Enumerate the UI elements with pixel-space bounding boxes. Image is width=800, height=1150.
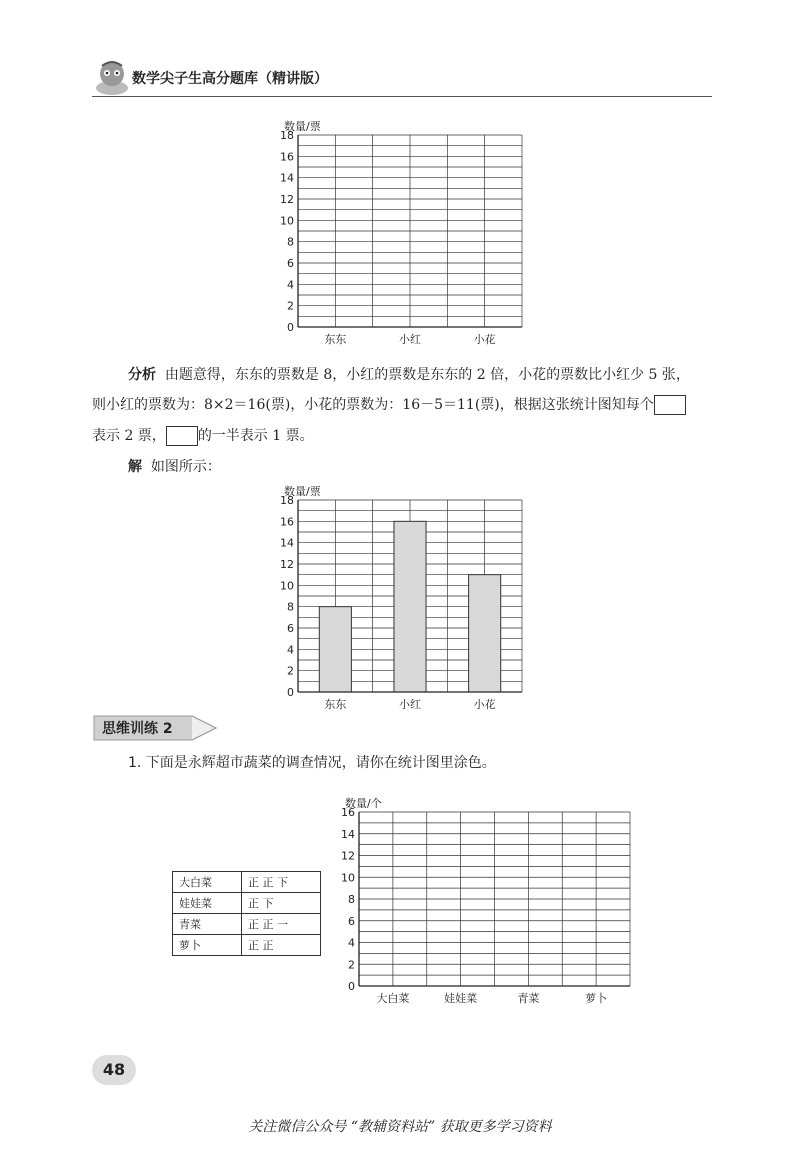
- survey-vegetable: 青菜: [173, 914, 242, 935]
- y-tick-label: 0: [287, 686, 294, 699]
- section-title: 思维训练 2: [102, 721, 173, 737]
- y-tick-label: 18: [280, 129, 294, 142]
- x-tick-label: 大白菜: [376, 992, 410, 1005]
- survey-vegetable: 娃娃菜: [173, 893, 242, 914]
- section-tag: [92, 714, 220, 742]
- header-divider: [92, 96, 712, 97]
- bar-小红: [394, 521, 426, 692]
- survey-row: [173, 914, 321, 935]
- y-tick-label: 2: [348, 958, 355, 972]
- survey-row: [173, 935, 321, 956]
- survey-table: [172, 871, 321, 956]
- bar-小花: [469, 575, 501, 692]
- solution-text: 如图所示：: [150, 459, 221, 475]
- grid-cell-blank: [166, 426, 198, 446]
- y-tick-label: 2: [287, 299, 294, 313]
- y-tick-label: 14: [280, 171, 294, 185]
- survey-row: [173, 872, 321, 893]
- solution-line: [128, 456, 221, 478]
- survey-tally: 正 正 一: [242, 914, 321, 935]
- grid-cell-blank: [654, 395, 686, 415]
- vote-chart-empty: [276, 115, 531, 350]
- x-tick-label: 小花: [473, 333, 496, 346]
- analysis-text-1: 由题意得，东东的票数是 8，小红的票数是东东的 2 倍，小花的票数比小红少 5 张，: [164, 367, 690, 383]
- y-tick-label: 10: [280, 214, 294, 228]
- vegetable-chart-empty: [328, 790, 638, 1010]
- x-tick-label: 东东: [324, 698, 347, 711]
- question-1: 1. 下面是永辉超市蔬菜的调查情况，请你在统计图里涂色。: [128, 755, 496, 771]
- footer-note: 关注微信公众号 “教辅资料站” 获取更多学习资料: [248, 1119, 552, 1135]
- y-tick-label: 12: [280, 558, 294, 571]
- y-tick-label: 18: [280, 494, 294, 507]
- analysis-line-1: [128, 364, 690, 386]
- book-title: 数学尖子生高分题库（精讲版）: [132, 71, 328, 87]
- x-tick-label: 小红: [399, 698, 421, 711]
- y-tick-label: 6: [348, 914, 355, 928]
- survey-vegetable: 萝卜: [173, 935, 242, 956]
- y-tick-label: 10: [341, 871, 355, 885]
- y-tick-label: 4: [287, 278, 294, 292]
- x-tick-label: 东东: [324, 333, 347, 346]
- x-tick-label: 娃娃菜: [444, 992, 478, 1005]
- survey-row: [173, 893, 321, 914]
- y-tick-label: 8: [287, 235, 294, 249]
- y-tick-label: 4: [348, 936, 355, 950]
- analysis-text-3b: 的一半表示 1 票。: [197, 428, 314, 444]
- y-tick-label: 12: [341, 849, 355, 863]
- survey-vegetable: 大白菜: [173, 872, 242, 893]
- y-tick-label: 10: [280, 579, 294, 593]
- page-number: 48: [92, 1055, 136, 1085]
- x-tick-label: 小花: [473, 698, 496, 711]
- y-axis-label: 数量/票: [284, 120, 321, 133]
- y-tick-label: 8: [287, 600, 294, 614]
- y-tick-label: 0: [348, 980, 355, 993]
- survey-tally: 正 正: [242, 935, 321, 956]
- y-tick-label: 16: [280, 515, 294, 529]
- x-tick-label: 萝卜: [585, 992, 608, 1005]
- page-header: [92, 58, 712, 98]
- y-tick-label: 16: [280, 150, 294, 164]
- y-tick-label: 6: [287, 257, 294, 270]
- x-tick-label: 青菜: [517, 992, 540, 1005]
- vote-chart-solution: [276, 479, 531, 714]
- y-tick-label: 14: [280, 536, 294, 550]
- solution-label: 解: [128, 459, 142, 475]
- x-tick-label: 小红: [399, 333, 421, 346]
- analysis-line-3: [92, 425, 314, 447]
- y-tick-label: 0: [287, 321, 294, 334]
- y-tick-label: 8: [348, 893, 355, 906]
- y-tick-label: 2: [287, 664, 294, 678]
- analysis-line-2: [92, 394, 686, 416]
- bar-东东: [319, 607, 351, 692]
- y-axis-label: 数量/票: [284, 485, 321, 498]
- y-tick-label: 4: [287, 643, 294, 657]
- analysis-text-2: 则小红的票数为：8×2＝16(票)，小花的票数为：16－5＝11(票)，根据这张统计图知每个: [92, 397, 654, 413]
- survey-tally: 正 下: [242, 893, 321, 914]
- y-tick-label: 12: [280, 193, 294, 206]
- survey-tally: 正 正 下: [242, 872, 321, 893]
- y-tick-label: 6: [287, 622, 294, 635]
- y-tick-label: 16: [341, 806, 355, 819]
- analysis-text-3a: 表示 2 票，: [92, 428, 166, 444]
- analysis-label: 分析: [128, 367, 156, 383]
- mascot-logo-icon: [92, 58, 132, 98]
- y-tick-label: 14: [341, 827, 355, 841]
- y-axis-label: 数量/个: [345, 797, 382, 810]
